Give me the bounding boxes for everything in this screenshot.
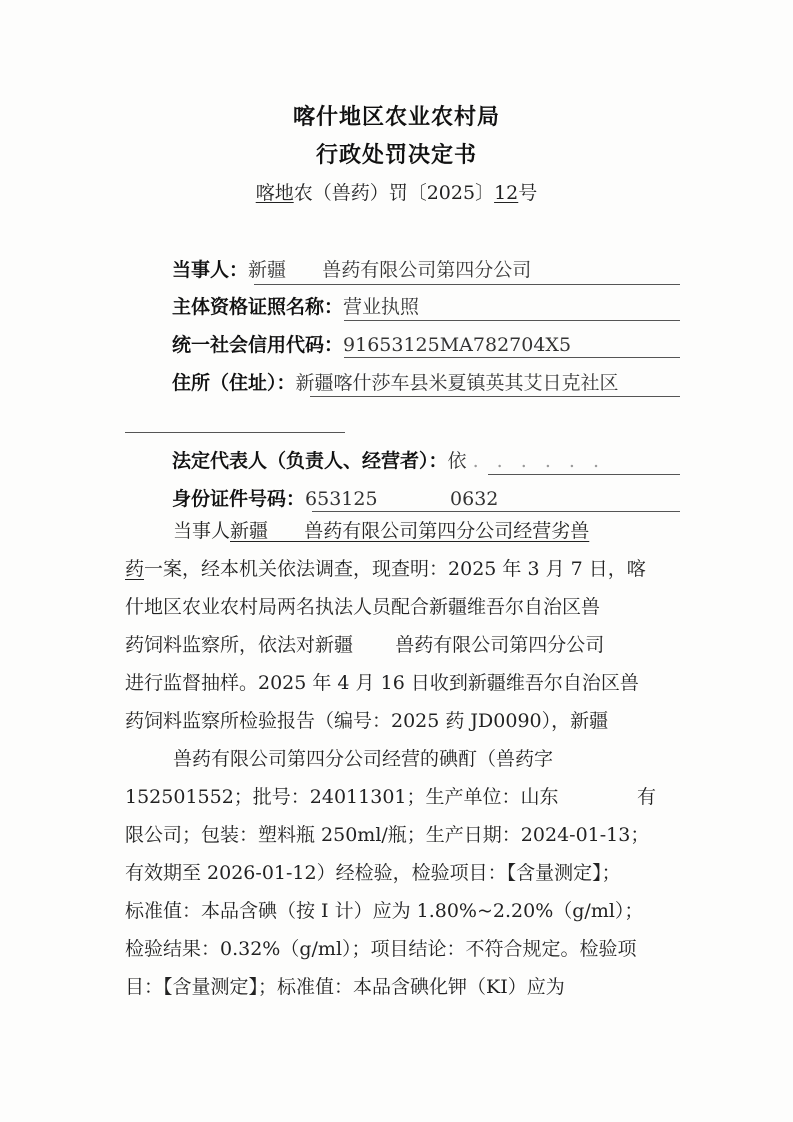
docno-mid: 农（兽药）罚〔2025〕	[293, 182, 495, 204]
underline	[254, 284, 680, 285]
underline	[488, 474, 680, 475]
credit-code-row	[172, 330, 571, 360]
body-line: 进行监督抽样。2025 年 4 月 16 日收到新疆维吾尔自治区兽	[125, 672, 639, 694]
address-value: 新疆喀什莎车县米夏镇英其艾日克社区	[295, 372, 619, 394]
address-row	[172, 368, 619, 398]
underline	[344, 357, 680, 358]
body-text: 当事人	[173, 520, 231, 542]
cert-label: 主体资格证照名称：	[172, 296, 344, 318]
docno-num: 12	[494, 182, 519, 204]
underline	[310, 396, 680, 397]
body-line: 有效期至 2026-01-12）经检验，检验项目：【含量测定】；	[125, 862, 621, 884]
body-line: 检验结果：0.32%（g/ml）；项目结论：不符合规定。检验项	[125, 938, 637, 960]
body-line: 药饲料监察所，依法对新疆 兽药有限公司第四分公司	[125, 634, 605, 656]
document-title-line2: 行政处罚决定书	[315, 143, 477, 168]
address-label: 住所（住址）：	[172, 372, 296, 394]
id-number-value: 653125 0632	[305, 488, 499, 510]
party-name-value: 新疆 兽药有限公司第四分公司	[248, 259, 532, 281]
body-line: 什地区农业农村局两名执法人员配合新疆维吾尔自治区兽	[125, 596, 601, 618]
underline	[344, 320, 680, 321]
document-title-line1: 喀什地区农业农村局	[292, 105, 500, 130]
id-number-label: 身份证件号码：	[172, 488, 306, 510]
body-line: 限公司；包装：塑料瓶 250ml/瓶；生产日期：2024-01-13；	[125, 824, 650, 846]
document-number	[0, 178, 793, 205]
id-number-row	[172, 484, 498, 514]
credit-code-label: 统一社会信用代码：	[172, 334, 344, 356]
legal-rep-row	[172, 446, 605, 476]
credit-code-value: 91653125MA782704X5	[343, 334, 572, 356]
underline	[125, 432, 345, 433]
legal-rep-redacted: . . . . . .	[472, 450, 606, 472]
body-line: 152501552；批号：24011301；生产单位：山东 有	[125, 786, 657, 808]
party-name-label: 当事人：	[172, 259, 249, 281]
body-line: 兽药有限公司第四分公司经营的碘酊（兽药字	[173, 748, 554, 770]
body-paragraph	[125, 512, 685, 1006]
body-line: 药饲料监察所检验报告（编号：2025 药 JD0090），新疆	[125, 710, 609, 732]
docno-suffix: 号	[518, 182, 538, 204]
body-line	[125, 512, 685, 550]
legal-rep-value: 依	[447, 450, 467, 472]
body-text-underlined: 新疆 兽药有限公司第四分公司经营劣兽	[230, 520, 590, 542]
body-text-underlined: 药	[125, 558, 145, 580]
party-name-row	[172, 255, 531, 285]
body-line: 标准值：本品含碘（按 I 计）应为 1.80%~2.20%（g/ml）；	[125, 900, 644, 922]
body-line	[125, 550, 685, 588]
cert-row	[172, 292, 419, 322]
cert-value: 营业执照	[343, 296, 420, 318]
legal-rep-label: 法定代表人（负责人、经营者）：	[172, 450, 448, 472]
body-line: 目：【含量测定】；标准值：本品含碘化钾（KI）应为	[125, 976, 565, 998]
docno-prefix: 喀地	[255, 182, 294, 204]
body-text: 一案，经本机关依法调查，现查明：2025 年 3 月 7 日，喀	[144, 558, 646, 580]
